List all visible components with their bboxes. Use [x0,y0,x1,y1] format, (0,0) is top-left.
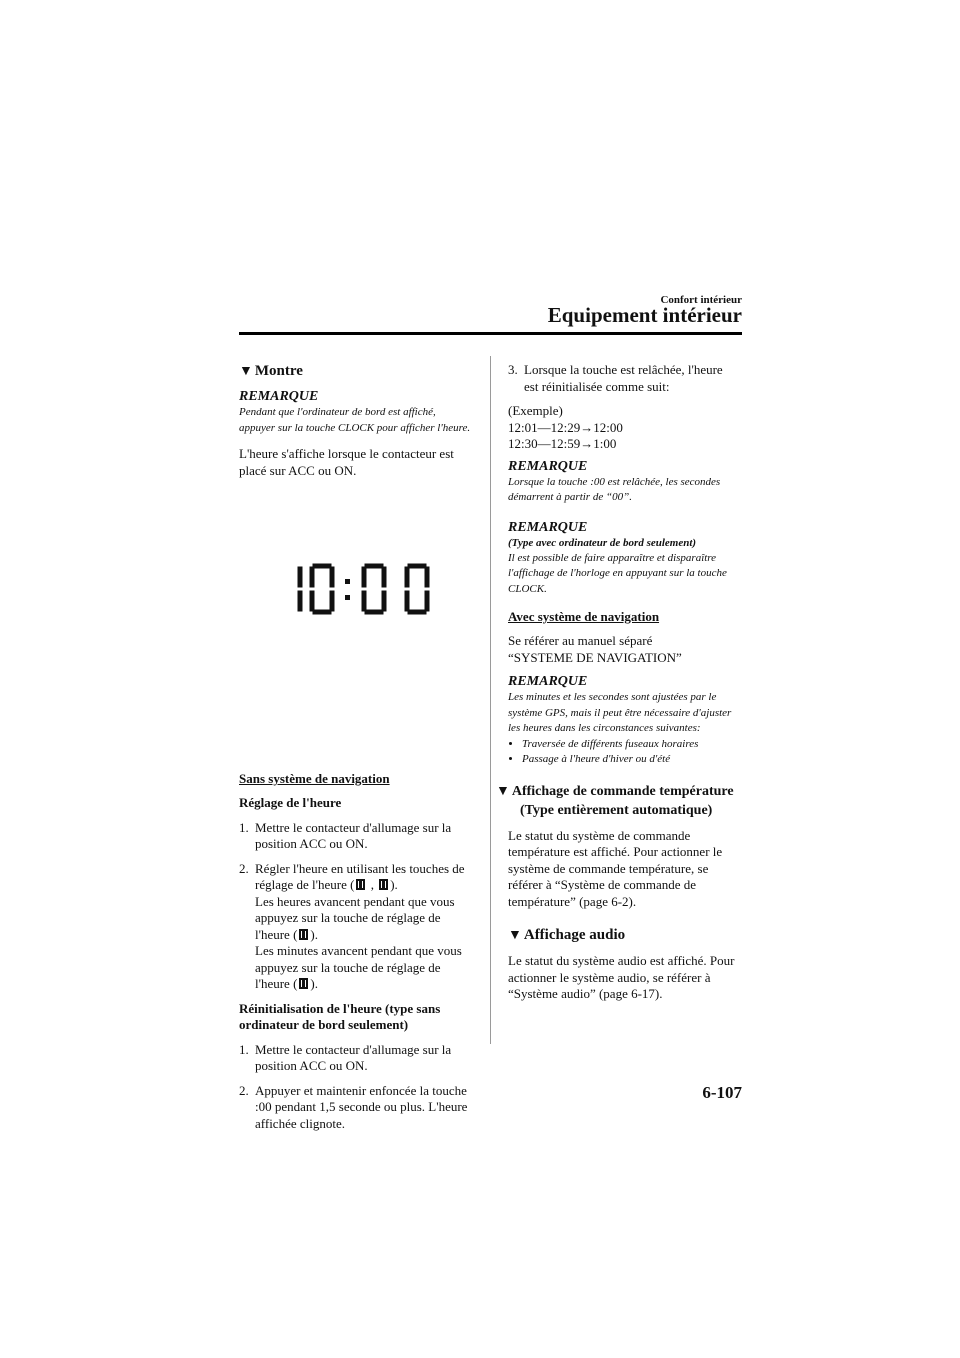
reinit-steps [239,1042,471,1133]
section-temperature: ▼ Affichage de commande température (Type entièrement automatique) [496,783,734,818]
section-montre [239,362,471,381]
list-item: 1. Mettre le contacteur d'allumage sur la position ACC ou ON. [239,819,452,851]
paragraph-avec-nav: Se référer au manuel séparé “SYSTEME DE NAVIGATION” [508,633,682,665]
note-title: REMARQUE [508,674,588,689]
example-block: (Exemple) 12:01―12:29→12:00 12:30―12:59→1:00 [508,403,623,451]
hour-key-icon [356,879,365,890]
triangle-down-icon: ▼ [508,928,522,943]
paragraph-audio: Le statut du système audio est affiché. Pour actionner le système audio, se référer à “Système audio” (page 6-17). [508,953,735,1001]
note-body: Il est possible de faire apparaître et disparaître l'affichage de l'horloge en appuyant sur la touche CLOCK. [508,551,727,595]
note-title: REMARQUE [239,389,319,404]
triangle-down-icon: ▼ [496,783,510,799]
figure-spacer [239,487,471,771]
note-body: Lorsque la touche :00 est relâchée, les secondes démarrent à partir de “00”. [508,475,721,503]
header-title: Equipement intérieur [547,303,742,327]
reinit-steps-continued [508,362,740,395]
triangle-down-icon: ▼ [239,364,253,379]
subheading-sans-nav: Sans système de navigation [239,771,390,786]
minute-key-icon [299,978,308,989]
note-bullets [508,737,740,768]
list-item: • Traversée de différents fuseaux horaires [522,737,740,753]
paragraph-temperature: Le statut du système de commande température est affiché. Pour actionner le système de commande température, se référer à “Système de commande de température” (page 6-2). [508,827,723,909]
note-body: Les minutes et les secondes sont ajustées par le système GPS, mais il peut être nécessaire d'ajuster les heures dans les circonstances suivantes: [508,691,732,734]
column-divider [490,356,491,1044]
header-rule [239,332,742,335]
paragraph-intro: L'heure s'affiche lorsque le contacteur est placé sur ACC ou ON. [239,446,454,478]
note-title: REMARQUE [508,519,588,535]
right-column [496,362,740,1011]
section-audio: ▼ Affichage audio [508,927,626,943]
note-subtitle: (Type avec ordinateur de bord seulement) [508,536,697,549]
page-number: 6-107 [702,1083,742,1102]
subheading-reglage: Réglage de l'heure [239,795,342,810]
minute-key-icon [379,879,388,890]
reglage-steps [239,820,471,993]
list-item: 2. Régler l'heure en utilisant les touches de réglage de l'heure ( , ). Les heures avancent pendant que vous appuyez sur la touche de réglage de l'heure ( ). Les minutes avancent pendant que vous appuyez sur la touche de réglage de l'heure ( ). [239,860,465,991]
list-item: • Passage à l'heure d'hiver ou d'été [522,752,740,768]
clock-display-figure [295,563,440,615]
note-body: Pendant que l'ordinateur de bord est affiché, appuyer sur la touche CLOCK pour afficher l'heure. [239,406,471,434]
subheading-reinit: Réinitialisation de l'heure (type sans ordinateur de bord seulement) [239,1000,441,1032]
note-title: REMARQUE [508,458,588,474]
list-item: 1. Mettre le contacteur d'allumage sur la position ACC ou ON. [239,1041,452,1073]
list-item: 2. Appuyer et maintenir enfoncée la touche :00 pendant 1,5 seconde ou plus. L'heure affichée clignote. [239,1082,468,1131]
left-column [239,362,471,1140]
hour-key-icon [299,929,308,940]
subheading-avec-nav: Avec système de navigation [508,609,660,624]
section-montre-title: Montre [254,363,303,379]
list-item: 3. Lorsque la touche est relâchée, l'heure est réinitialisée comme suit: [508,362,723,394]
header-section: Confort intérieur [660,294,742,306]
